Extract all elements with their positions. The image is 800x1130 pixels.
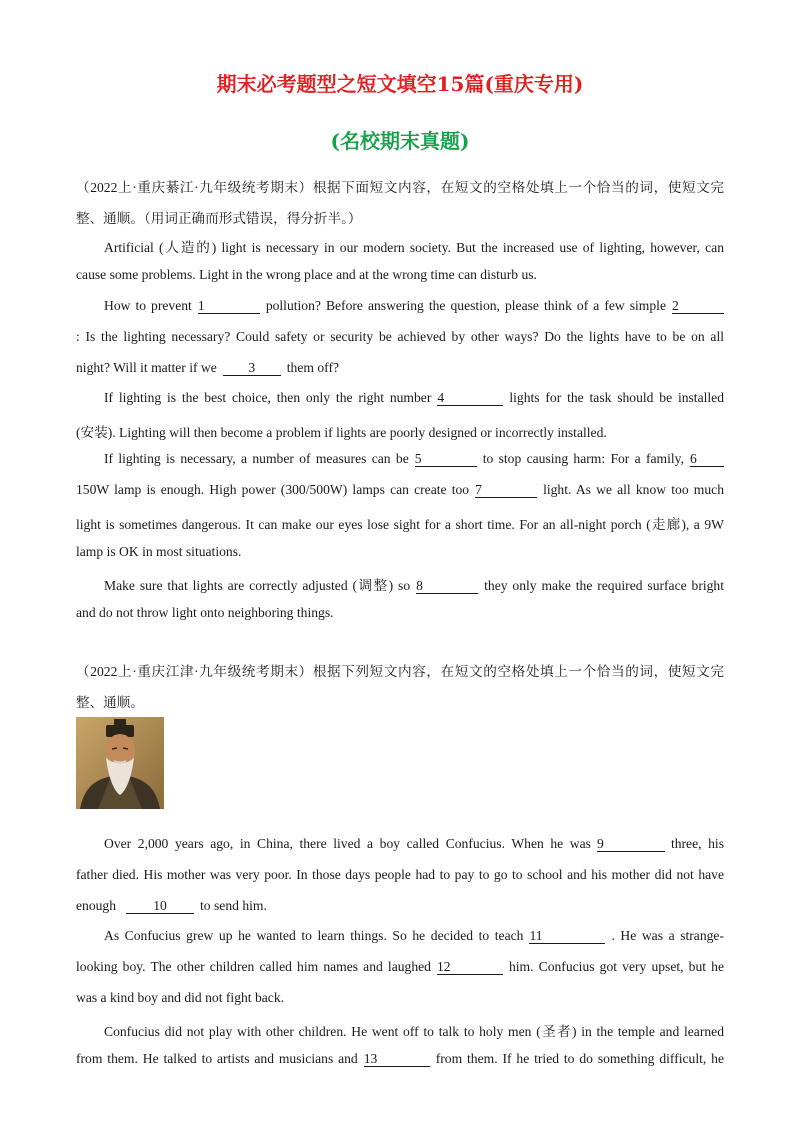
text-segment: to stop causing harm: For a family, [482,451,684,466]
text-segment: lights for the task should be installed [509,390,725,405]
blank-10[interactable]: 10 [126,899,194,914]
text-segment: him. Confucius got very upset, but he [508,959,724,974]
p1-paragraph4-line2 [76,482,724,498]
p1-paragraph4-line4: lamp is OK in most situations. [76,544,242,559]
text-segment: pollution? Before answering the question, please think of a few simple [265,298,666,313]
p2-paragraph2-line2 [76,959,724,975]
text-segment: 150W lamp is enough. High power (300/500W) lamps can create too [76,482,470,497]
passage2-source-line2: 整、通顺。 [76,695,144,710]
blank-8[interactable]: 8 [416,579,478,594]
p2-paragraph1-line2: father died. His mother was very poor. In those days people had to pay to go to school and his mother did not have [76,867,724,882]
p1-paragraph1-line1: Artificial (人造的) light is necessary in our modern society. But the increased use of lighting, however, can [104,240,724,255]
text-segment: If lighting is necessary, a number of measures can be [104,451,409,466]
text-segment: from them. If he tried to do something difficult, he [435,1051,724,1066]
text-segment: . He was a strange- [611,928,724,943]
passage1-source-line1: （2022上·重庆綦江·九年级统考期末）根据下面短文内容，在短文的空格处填上一个恰当的词，使短文完 [76,180,724,195]
p1-paragraph2-line1 [104,298,724,314]
text-segment: they only make the required surface bright [484,578,724,593]
blank-9[interactable]: 9 [597,837,665,852]
text-segment: How to prevent [104,298,192,313]
blank-11[interactable]: 11 [529,929,605,944]
page-subtitle: (名校期末真题) [330,129,470,153]
text-segment: night? Will it matter if we [76,360,217,375]
p1-paragraph3-line2: (安装). Lighting will then become a problem if lights are poorly designed or incorrectly installed. [76,425,607,440]
p1-paragraph5-line2: and do not throw light onto neighboring things. [76,605,334,620]
p2-paragraph3-line1: Confucius did not play with other children. He went off to talk to holy men (圣者) in the temple and learned [104,1024,724,1039]
p1-paragraph5-line1 [104,574,724,594]
blank-1[interactable]: 1 [198,299,260,314]
blank-3[interactable]: 3 [223,361,281,376]
text-segment: from them. He talked to artists and musicians and [76,1051,358,1066]
text-segment: enough [76,898,117,913]
p2-paragraph2-line3: was a kind boy and did not fight back. [76,990,285,1005]
p1-paragraph2-line2: : Is the lighting necessary? Could safety or security be achieved by other ways? Do the lights have to be on all [76,329,724,344]
passage1-source-line2: 整、通顺。（用词正确而形式错误，得分折半。） [76,211,362,226]
text-segment: three, his [670,836,724,851]
p1-paragraph2-line3 [76,360,724,376]
text-segment: Over 2,000 years ago, in China, there lived a boy called Confucius. When he was [104,836,591,851]
blank-2[interactable]: 2 [672,299,724,314]
blank-13[interactable]: 13 [364,1052,430,1067]
text-segment: As Confucius grew up he wanted to learn things. So he decided to teach [104,928,524,943]
p1-paragraph1-line2: cause some problems. Light in the wrong place and at the wrong time can disturb us. [76,267,537,282]
p1-paragraph3-line1 [104,390,724,406]
passage2-source-line1: （2022上·重庆江津·九年级统考期末）根据下列短文内容，在短文的空格处填上一个恰当的词，使短文完 [76,664,724,679]
blank-5[interactable]: 5 [415,452,477,467]
blank-4[interactable]: 4 [437,391,503,406]
blank-6[interactable]: 6 [690,452,724,467]
p1-paragraph4-line1 [104,451,724,467]
p2-paragraph1-line3 [76,898,724,914]
text-segment: to send him. [200,898,267,913]
confucius-portrait-image [76,717,164,809]
p2-paragraph3-line2 [76,1051,724,1067]
text-segment: them off? [286,360,339,375]
blank-12[interactable]: 12 [437,960,503,975]
text-segment: looking boy. The other children called him names and laughed [76,959,431,974]
text-segment: If lighting is the best choice, then only the right number [104,390,432,405]
page-title: 期末必考题型之短文填空15篇(重庆专用) [216,72,584,96]
p2-paragraph2-line1 [104,928,724,944]
text-segment: Make sure that lights are correctly adjusted (调整) so [104,578,411,593]
text-segment: light. As we all know too much [543,482,724,497]
p2-paragraph1-line1 [104,836,724,852]
p1-paragraph4-line3: light is sometimes dangerous. It can make our eyes lose sight for a short time. For an all-night porch (走廊), a 9W [76,517,724,532]
blank-7[interactable]: 7 [475,483,537,498]
